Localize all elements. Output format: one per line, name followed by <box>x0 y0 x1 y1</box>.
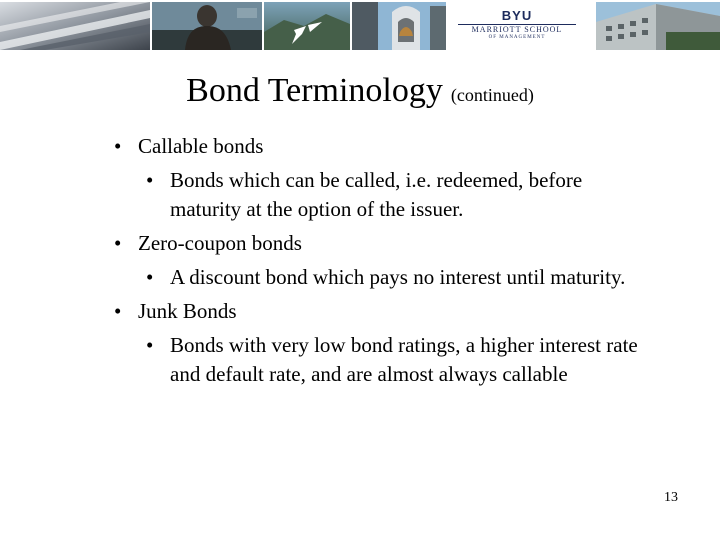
header-banner <box>0 0 720 52</box>
logo-school-text: MARRIOTT SCHOOL <box>471 25 563 34</box>
slide-title <box>0 72 720 110</box>
bullet-junk-bonds <box>112 297 652 326</box>
bullet-glyph: • <box>114 231 122 255</box>
bullet-zero-coupon-bonds <box>112 229 652 258</box>
statue-photo <box>152 2 262 50</box>
logo-byu-text: BYU <box>501 8 533 23</box>
bullet-glyph: • <box>114 299 122 323</box>
bullet-glyph: • <box>114 134 122 158</box>
sub-bullet-text: Bonds which can be called, i.e. redeemed, before maturity at the option of the issuer. <box>170 168 583 221</box>
y-mountain-photo <box>264 2 350 50</box>
metal-sculpture-photo <box>0 2 150 50</box>
title-text: Bond Terminology <box>186 72 443 109</box>
bell-tower-photo <box>352 2 446 50</box>
sub-bullet-callable-definition <box>144 166 652 224</box>
sub-bullet-junk-definition <box>144 331 652 389</box>
bullet-label: Zero-coupon bonds <box>138 231 302 255</box>
bullet-list <box>112 132 652 389</box>
bullet-glyph: • <box>146 333 154 357</box>
logo-management-text: OF MANAGEMENT <box>488 35 546 40</box>
sub-bullet-zero-coupon-definition <box>144 263 652 292</box>
bullet-label: Junk Bonds <box>138 299 237 323</box>
title-suffix: (continued) <box>450 85 534 105</box>
byu-logo <box>448 2 586 50</box>
bullet-label: Callable bonds <box>138 134 264 158</box>
page-number: 13 <box>664 490 678 505</box>
bullet-glyph: • <box>146 168 154 192</box>
bullet-glyph: • <box>146 265 154 289</box>
sub-bullet-text: A discount bond which pays no interest until maturity. <box>170 265 626 289</box>
sub-bullet-text: Bonds with very low bond ratings, a higher interest rate and default rate, and are almost always callable <box>170 333 638 386</box>
bullet-callable-bonds <box>112 132 652 161</box>
campus-building-photo <box>596 2 720 50</box>
